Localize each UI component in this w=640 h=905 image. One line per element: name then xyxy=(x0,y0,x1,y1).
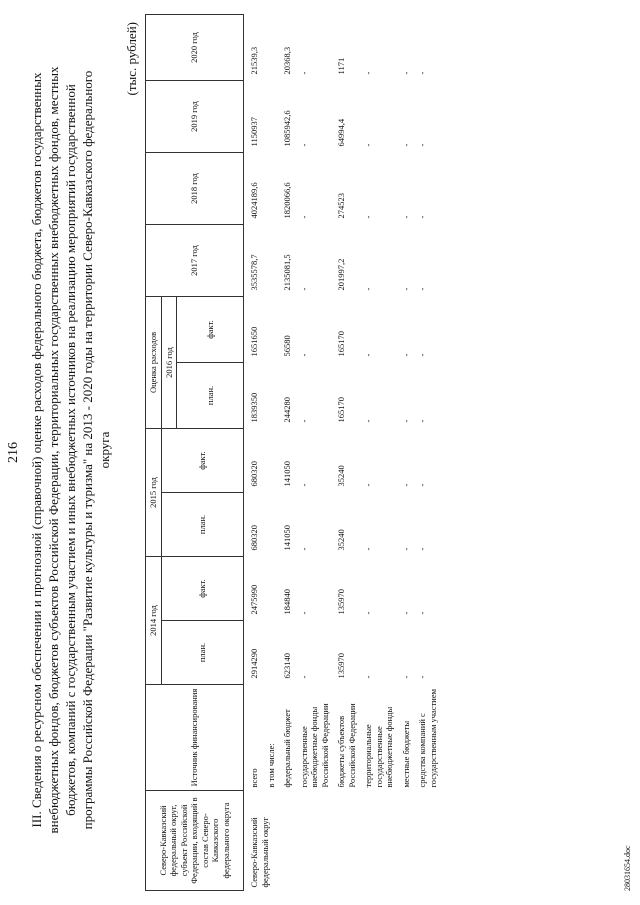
value-cell: 64994,4 xyxy=(336,118,346,147)
value-cell xyxy=(263,296,280,362)
value-cell: 1651650 xyxy=(249,326,259,357)
value-cell: - xyxy=(400,611,411,615)
value-cell: - xyxy=(298,675,309,679)
value-cell: - xyxy=(363,483,373,487)
value-cell: 2475990 xyxy=(249,584,259,615)
value-cell: - xyxy=(298,547,309,551)
table-row xyxy=(360,14,398,890)
value-cell: 141050 xyxy=(282,524,292,551)
header-2015-fact: факт. xyxy=(161,428,244,492)
table-row xyxy=(333,14,360,890)
value-cell: - xyxy=(298,287,309,291)
source-cell: территориальные государственные внебюджетные фонды xyxy=(363,706,394,788)
value-cell: 21539,3 xyxy=(249,46,259,75)
value-cell: 2914290 xyxy=(249,648,259,679)
source-cell: в том числе: xyxy=(265,743,276,788)
value-cell xyxy=(263,621,280,685)
value-cell: - xyxy=(417,483,427,487)
value-cell: - xyxy=(363,143,373,147)
source-cell: федеральный бюджет xyxy=(282,709,292,788)
value-cell: - xyxy=(417,287,427,291)
value-cell: - xyxy=(363,675,373,679)
value-cell: 135970 xyxy=(336,653,346,679)
value-cell: 1171 xyxy=(336,57,346,75)
value-cell: - xyxy=(363,611,373,615)
value-cell: 201997,2 xyxy=(336,258,346,291)
source-cell: средства компаний с государственным участием xyxy=(417,689,438,788)
source-cell: местные бюджеты xyxy=(400,720,411,788)
header-2016: 2016 год xyxy=(161,296,177,428)
value-cell: - xyxy=(298,71,309,75)
value-cell: - xyxy=(298,611,309,615)
value-cell: - xyxy=(298,353,309,357)
source-cell: всего xyxy=(249,768,259,788)
value-cell: - xyxy=(400,483,411,487)
value-cell: - xyxy=(298,483,309,487)
value-cell: 680320 xyxy=(249,460,259,487)
value-cell: - xyxy=(400,353,411,357)
value-cell: - xyxy=(400,547,411,551)
value-cell: 4024189,6 xyxy=(249,182,259,219)
value-cell: - xyxy=(400,143,411,147)
value-cell: 244280 xyxy=(282,396,292,423)
value-cell xyxy=(263,428,280,492)
value-cell xyxy=(263,152,280,224)
value-cell: - xyxy=(363,547,373,551)
value-cell: - xyxy=(417,215,427,219)
header-2016-fact: факт. xyxy=(177,296,244,362)
value-cell: - xyxy=(400,215,411,219)
value-cell: - xyxy=(417,675,427,679)
value-cell: 135970 xyxy=(336,589,346,615)
header-2018: 2018 год xyxy=(146,152,244,224)
source-cell: государственные внебюджетные фонды Российской Федерации xyxy=(298,703,330,788)
value-cell xyxy=(263,224,280,296)
value-cell: 1085942,6 xyxy=(282,110,292,147)
value-cell: 623140 xyxy=(282,653,292,679)
header-2020: 2020 год xyxy=(146,14,244,80)
value-cell: 35240 xyxy=(336,465,346,487)
header-2015: 2015 год xyxy=(146,428,162,556)
value-cell: 56580 xyxy=(282,335,292,357)
value-cell: - xyxy=(400,675,411,679)
table-row xyxy=(398,14,415,890)
value-cell xyxy=(263,556,280,620)
value-cell xyxy=(263,492,280,556)
value-cell: 2135081,5 xyxy=(282,254,292,291)
value-cell: 1150937 xyxy=(249,117,259,147)
value-cell: - xyxy=(363,287,373,291)
value-cell: - xyxy=(417,71,427,75)
value-cell: 165170 xyxy=(336,330,346,357)
header-2017: 2017 год xyxy=(146,224,244,296)
value-cell: - xyxy=(400,71,411,75)
value-cell xyxy=(263,14,280,80)
value-cell: 20368,3 xyxy=(282,46,292,75)
header-2014-fact: факт. xyxy=(161,556,244,620)
value-cell: - xyxy=(417,143,427,147)
value-cell: - xyxy=(363,353,373,357)
value-cell: - xyxy=(400,419,411,423)
region-cell: Северо-Кавказский федеральный округ xyxy=(249,816,270,888)
value-cell: 274523 xyxy=(336,192,346,219)
document-code: 28031654.doc xyxy=(623,845,632,891)
value-cell xyxy=(263,362,280,428)
value-cell: 184840 xyxy=(282,589,292,615)
page-number: 216 xyxy=(6,442,21,463)
units-label: (тыс. рублей) xyxy=(124,22,139,96)
resource-table xyxy=(145,14,441,891)
value-cell: - xyxy=(363,419,373,423)
value-cell: 165170 xyxy=(336,396,346,423)
value-cell: 1820066,6 xyxy=(282,182,292,219)
value-cell: - xyxy=(417,353,427,357)
table-row xyxy=(296,14,334,890)
header-estimate: Оценка расходов xyxy=(146,296,162,428)
value-cell: 3535578,7 xyxy=(249,254,259,291)
header-2016-plan: план. xyxy=(177,362,244,428)
value-cell: - xyxy=(298,143,309,147)
header-region: Северо-Кавказский федеральный округ, субъект Российской Федерации, входящий в состав Северо-Кавказского федерального округа xyxy=(146,791,244,891)
value-cell: 141050 xyxy=(282,460,292,487)
value-cell: - xyxy=(417,419,427,423)
value-cell: 35240 xyxy=(336,529,346,551)
value-cell: 1839350 xyxy=(249,392,259,423)
table-row xyxy=(279,14,296,890)
document-title: III. Сведения о ресурсном обеспечении и прогнозной (справочной) оценке расходов федерального бюджета, бюджетов государственных внебюджетных фондов, бюджетов субъектов Российской Федерации, территориальных государственных внебюджетных фондов, местных бюджетов, компаний с государственным участием и иных внебюджетных источников на реализацию мероприятий государственной программы Российской Федерации "Развитие культуры и туризма" на 2013 - 2020 годы на территории Северо-Кавказского федерального округа xyxy=(29,66,112,834)
table-row xyxy=(263,14,280,890)
value-cell: - xyxy=(400,287,411,291)
table-row xyxy=(414,14,441,890)
source-cell: бюджеты субъектов Российской Федерации xyxy=(336,703,357,788)
value-cell: 680320 xyxy=(249,524,259,551)
value-cell: - xyxy=(417,547,427,551)
header-2014: 2014 год xyxy=(146,556,162,684)
value-cell: - xyxy=(298,419,309,423)
value-cell xyxy=(263,80,280,152)
header-2019: 2019 год xyxy=(146,80,244,152)
header-source: Источник финансирования xyxy=(146,685,244,791)
header-2014-plan: план. xyxy=(161,621,244,685)
table-row xyxy=(244,14,263,890)
value-cell: - xyxy=(298,215,309,219)
header-2015-plan: план. xyxy=(161,492,244,556)
value-cell: - xyxy=(417,611,427,615)
value-cell: - xyxy=(363,215,373,219)
value-cell: - xyxy=(363,71,373,75)
